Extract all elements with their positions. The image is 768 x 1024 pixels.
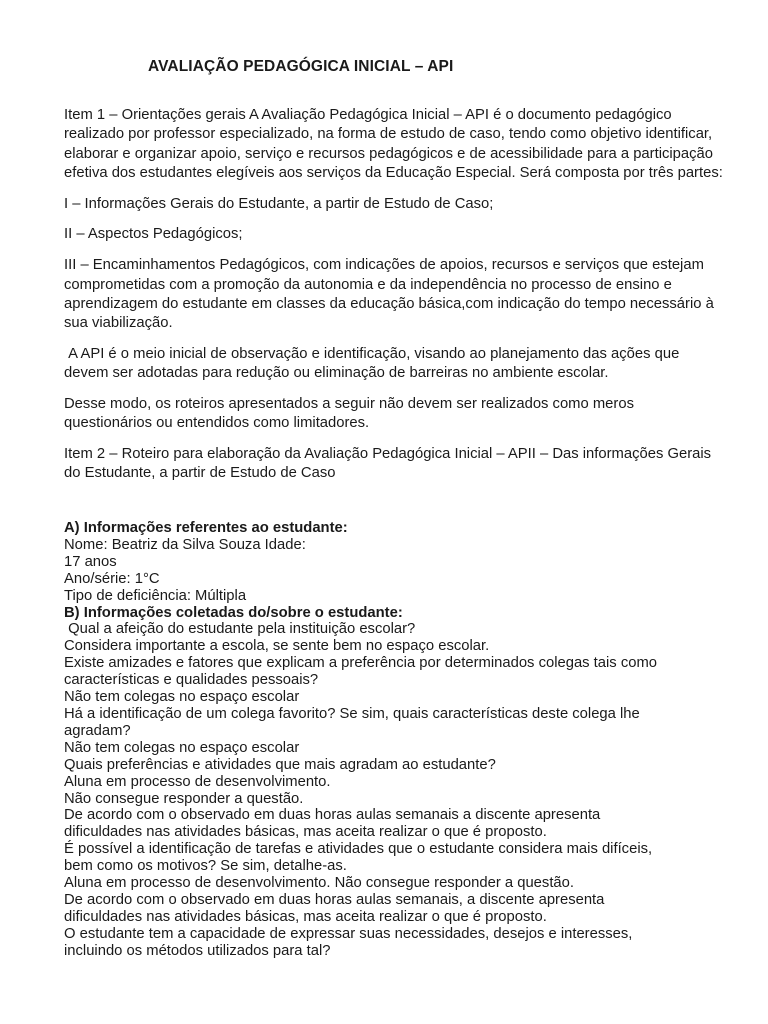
text-line: Não consegue responder a questão. bbox=[64, 790, 304, 807]
paragraph-part-3: III – Encaminhamentos Pedagógicos, com indicações de apoios, recursos e serviços que estejam comprometidas com a promoção da autonomia e da independência no processo de ensino e aprendizagem do estudante em classes da educação básica,com indicação do tempo necessário à sua viabilização. bbox=[64, 257, 718, 332]
text-line: Tipo de deficiência: Múltipla bbox=[64, 587, 247, 604]
text-line: agradam? bbox=[64, 722, 131, 739]
text-line: Não tem colegas no espaço escolar bbox=[64, 739, 300, 756]
paragraph-api-purpose: A API é o meio inicial de observação e identificação, visando ao planejamento das ações que devem ser adotadas para redução ou eliminação de barreiras no ambiente escolar. bbox=[64, 345, 684, 382]
student-info-section bbox=[64, 520, 734, 960]
intro-section bbox=[64, 106, 724, 495]
text-line: Nome: Beatriz da Silva Souza Idade: bbox=[64, 536, 306, 553]
section-heading: A) Informações referentes ao estudante: bbox=[64, 520, 348, 536]
text-line: Há a identificação de um colega favorito? Se sim, quais características deste colega lhe bbox=[64, 705, 640, 722]
text-line: Qual a afeição do estudante pela instituição escolar? bbox=[64, 621, 416, 638]
text-line: É possível a identificação de tarefas e atividades que o estudante considera mais difíceis, bbox=[64, 841, 653, 858]
text-line: De acordo com o observado em duas horas aulas semanais a discente apresenta bbox=[64, 807, 601, 824]
text-line: características e qualidades pessoais? bbox=[64, 672, 319, 689]
text-line: incluindo os métodos utilizados para tal? bbox=[64, 942, 331, 959]
text-line: dificuldades nas atividades básicas, mas aceita realizar o que é proposto. bbox=[64, 908, 547, 925]
text-line: Aluna em processo de desenvolvimento. bbox=[64, 773, 331, 790]
text-line: O estudante tem a capacidade de expressar suas necessidades, desejos e interesses, bbox=[64, 925, 633, 942]
text-line: De acordo com o observado em duas horas aulas semanais, a discente apresenta bbox=[64, 891, 605, 908]
text-line: Quais preferências e atividades que mais agradam ao estudante? bbox=[64, 756, 496, 773]
paragraph-part-2: II – Aspectos Pedagógicos; bbox=[64, 226, 243, 243]
text-line: Aluna em processo de desenvolvimento. Não consegue responder a questão. bbox=[64, 875, 574, 892]
document-title: AVALIAÇÃO PEDAGÓGICA INICIAL – API bbox=[148, 58, 454, 75]
text-line: Existe amizades e fatores que explicam a preferência por determinados colegas tais como bbox=[64, 655, 658, 672]
text-line: 17 anos bbox=[64, 553, 117, 570]
text-line: Ano/série: 1°C bbox=[64, 570, 160, 587]
paragraph-roteiros-note: Desse modo, os roteiros apresentados a seguir não devem ser realizados como meros questionários ou entendidos como limitadores. bbox=[64, 396, 639, 432]
paragraph-item-1: Item 1 – Orientações gerais A Avaliação Pedagógica Inicial – API é o documento pedagógico realizado por professor especializado, na forma de estudo de caso, tendo como objetivo identificar, elaborar e organizar apoio, serviço e recursos pedagógicos e de acessibilidade para a participação efetiva dos estudantes elegíveis aos serviços da Educação Especial. Será composta por três partes: bbox=[64, 107, 723, 181]
paragraph-item-2: Item 2 – Roteiro para elaboração da Avaliação Pedagógica Inicial – APII – Das informações Gerais do Estudante, a partir de Estudo de Caso bbox=[64, 446, 716, 482]
text-line: Não tem colegas no espaço escolar bbox=[64, 689, 300, 706]
paragraph-part-1: I – Informações Gerais do Estudante, a partir de Estudo de Caso; bbox=[64, 195, 494, 212]
text-line: bem como os motivos? Se sim, detalhe-as. bbox=[64, 858, 347, 875]
section-heading: B) Informações coletadas do/sobre o estudante: bbox=[64, 604, 403, 621]
text-line: dificuldades nas atividades básicas, mas aceita realizar o que é proposto. bbox=[64, 824, 547, 841]
text-line: Considera importante a escola, se sente bem no espaço escolar. bbox=[64, 638, 490, 655]
